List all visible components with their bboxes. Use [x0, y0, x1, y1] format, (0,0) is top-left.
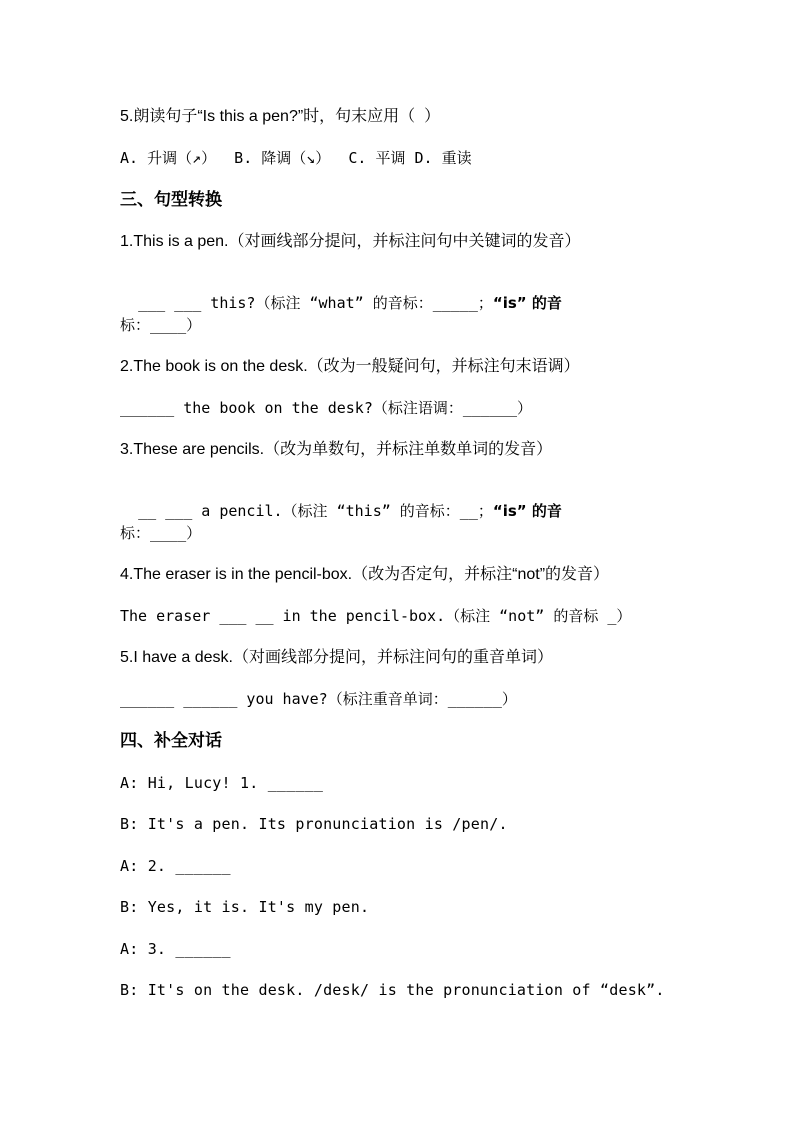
section-3-heading: 三、句型转换: [120, 190, 222, 210]
transform-1-prompt: 1.This is a pen.（对画线部分提问，并标注问句中关键词的发音）: [120, 233, 581, 250]
transform-1-answer-text: ___ ___ this?（标注 “what” 的音标：_____；: [138, 294, 493, 312]
dialogue-line: A: 2. ______: [120, 857, 231, 875]
section-4-heading: 四、补全对话: [120, 731, 222, 751]
transform-4-answer: The eraser ___ __ in the pencil-box.（标注 “not” 的音标 _）: [120, 607, 632, 625]
transform-4-prompt: 4.The eraser is in the pencil-box.（改为否定句，并标注“not”的发音）: [120, 566, 610, 583]
dialogue-line: A: 3. ______: [120, 940, 231, 958]
dialogue-line: A: Hi, Lucy! 1. ______: [120, 774, 324, 792]
transform-3-answer-text: __ ___ a pencil.（标注 “this” 的音标：__；: [138, 502, 493, 520]
transform-1-answer: [120, 273, 562, 313]
transform-3-is-label: “is” 的音: [492, 502, 562, 520]
transform-1-answer-cont: 标：____）: [120, 316, 202, 334]
transform-3-answer-cont: 标：____）: [120, 524, 202, 542]
dialogue-line: B: It's on the desk. /desk/ is the pronunciation of “desk”.: [120, 981, 665, 999]
question-5: 5.朗读句子“Is this a pen?”时，句末应用（ ）: [120, 108, 441, 125]
transform-2-prompt: 2.The book is on the desk.（改为一般疑问句，并标注句末语调）: [120, 358, 580, 375]
transform-3-answer: [120, 481, 562, 521]
transform-2-answer: ______ the book on the desk?（标注语调：______）: [120, 399, 533, 417]
transform-5-answer: ______ ______ you have?（标注重音单词：______）: [120, 690, 517, 708]
dialogue-line: B: It's a pen. Its pronunciation is /pen/.: [120, 815, 508, 833]
dialogue-line: B: Yes, it is. It's my pen.: [120, 898, 370, 916]
transform-5-prompt: 5.I have a desk.（对画线部分提问，并标注问句的重音单词）: [120, 649, 553, 666]
transform-1-is-label: “is” 的音: [492, 294, 562, 312]
transform-3-prompt: 3.These are pencils.（改为单数句，并标注单数单词的发音）: [120, 441, 553, 458]
question-5-options: A. 升调（↗） B. 降调（↘） C. 平调 D. 重读: [120, 149, 472, 167]
